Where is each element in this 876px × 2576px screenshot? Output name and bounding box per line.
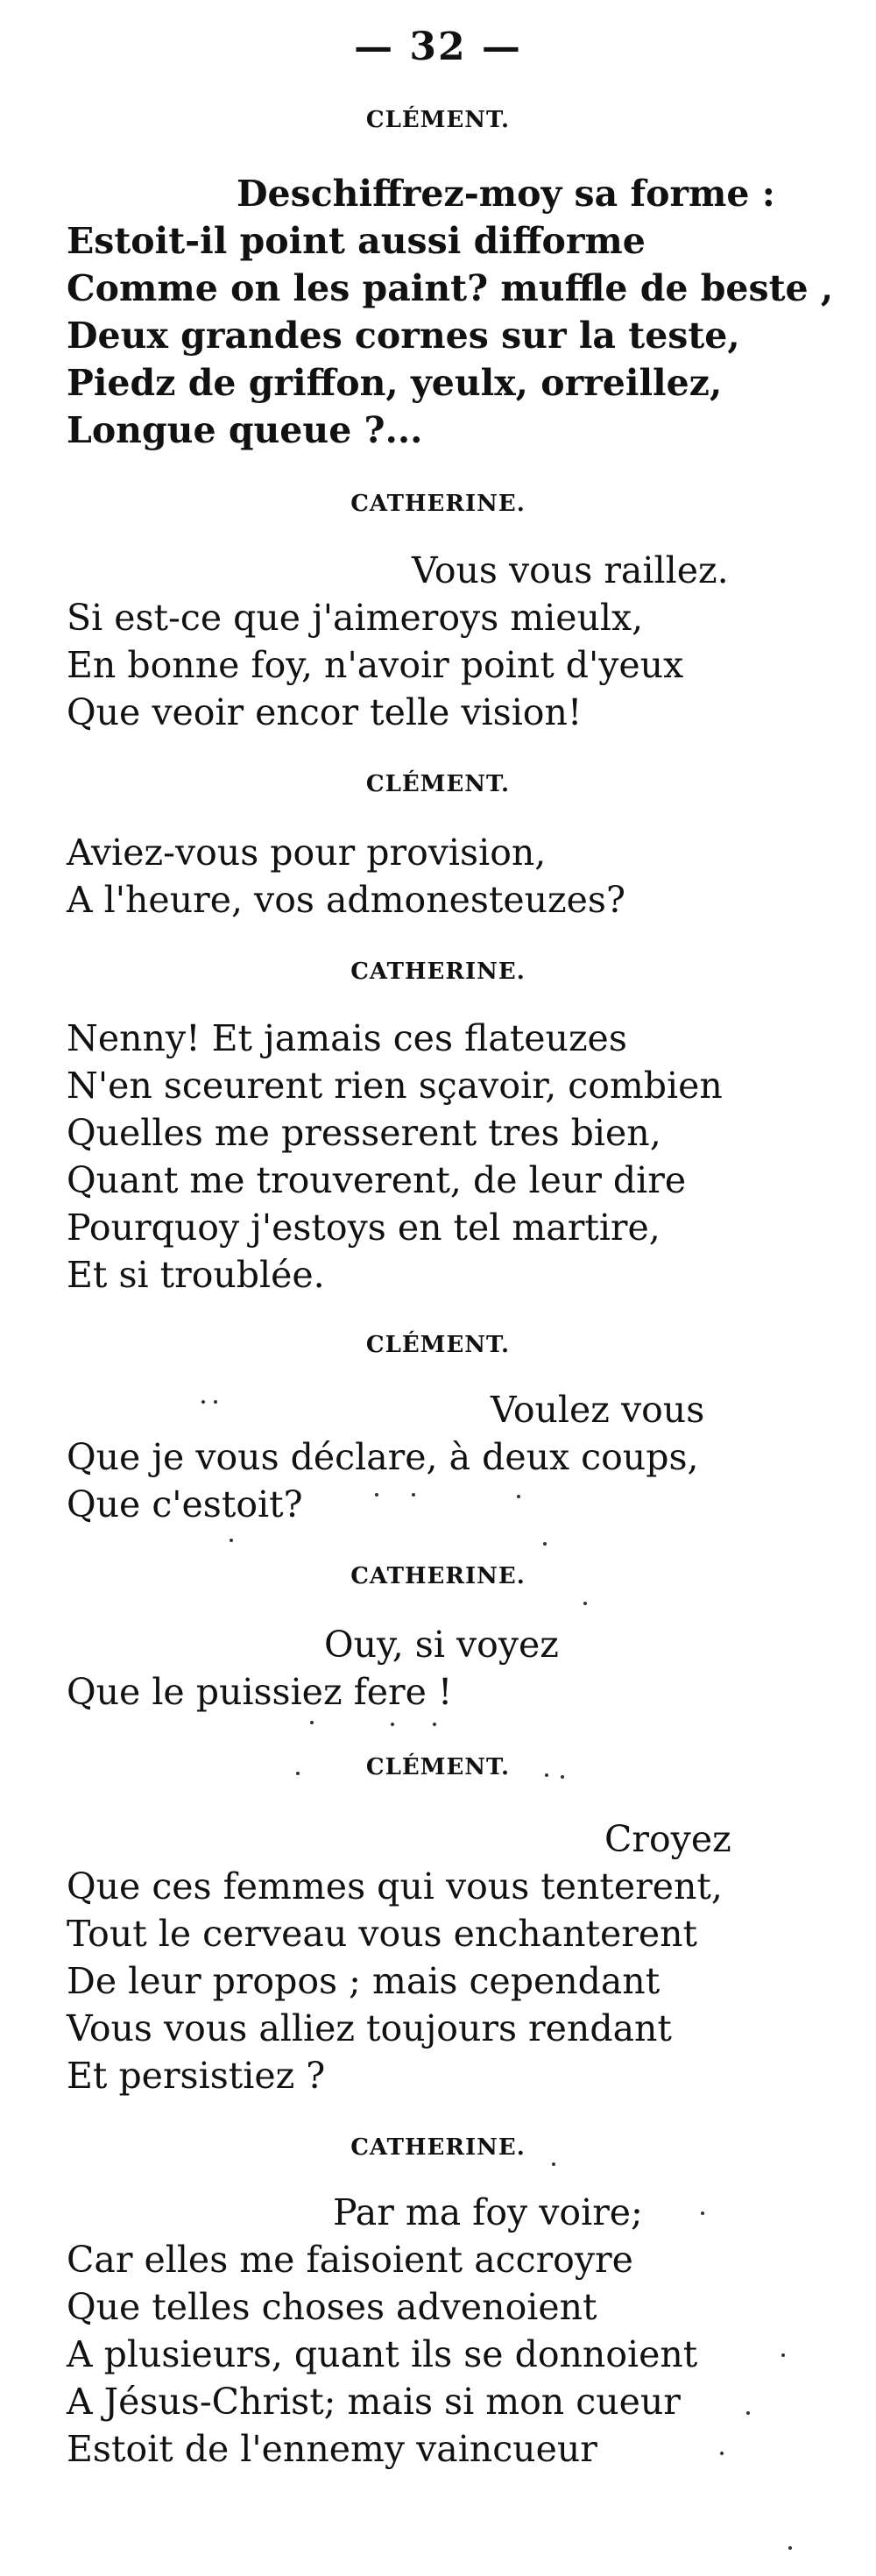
verse-line: Aviez-vous pour provision,	[67, 832, 547, 874]
print-speck	[746, 2411, 750, 2415]
verse-line: Si est-ce que j'aimeroys mieulx,	[67, 597, 644, 639]
print-speck	[391, 1723, 394, 1726]
verse-line: Pourquoy j'estoys en tel martire,	[67, 1207, 661, 1249]
verse-line: Nenny! Et jamais ces flateuzes	[67, 1017, 627, 1059]
print-speck	[543, 1542, 547, 1546]
verse-line: Longue queue ?...	[67, 409, 423, 451]
verse-line: Estoit de l'ennemy vaincueur	[67, 2428, 597, 2470]
verse-line: Piedz de griffon, yeulx, orreillez,	[67, 362, 723, 404]
verse-line: Car elles me faisoient accroyre	[67, 2239, 633, 2281]
print-speck	[412, 1493, 415, 1497]
print-speck	[583, 1602, 587, 1605]
print-speck	[433, 1723, 436, 1726]
print-speck	[310, 1721, 314, 1724]
print-speck	[230, 1539, 233, 1542]
verse-line: A plusieurs, quant ils se donnoient	[67, 2333, 698, 2375]
page-number: — 32 —	[354, 25, 522, 69]
verse-line: Quelles me presserent tres bien,	[67, 1112, 661, 1154]
speaker-label: CATHERINE.	[350, 2134, 526, 2161]
verse-line: Estoit-il point aussi difforme	[67, 220, 646, 262]
verse-line: Que c'estoit?	[67, 1483, 303, 1525]
verse-line: Par ma foy voire;	[333, 2191, 643, 2233]
verse-line: En bonne foy, n'avoir point d'yeux	[67, 644, 684, 686]
verse-line: Que veoir encor telle vision!	[67, 691, 583, 733]
verse-line: N'en sceurent rien sçavoir, combien	[67, 1065, 723, 1107]
print-speck	[296, 1772, 300, 1775]
verse-line: Voulez vous	[491, 1389, 705, 1431]
print-speck	[552, 2162, 555, 2166]
verse-line: Tout le cerveau vous enchanterent	[67, 1913, 698, 1955]
verse-line: Deux grandes cornes sur la teste,	[67, 315, 740, 357]
print-speck	[214, 1400, 217, 1404]
print-speck	[375, 1493, 378, 1497]
verse-line: Ouy, si voyez	[324, 1624, 559, 1666]
verse-line: Et persistiez ?	[67, 2055, 326, 2097]
verse-line: Que le puissiez fere !	[67, 1671, 453, 1713]
verse-line: Croyez	[604, 1818, 731, 1860]
print-speck	[781, 2353, 785, 2357]
verse-line: De leur propos ; mais cependant	[67, 1960, 661, 2002]
verse-line: A l'heure, vos admonesteuzes?	[67, 879, 625, 921]
verse-line: Comme on les paint? muffle de beste ,	[67, 267, 834, 309]
verse-line: Vous vous alliez toujours rendant	[67, 2007, 672, 2049]
speaker-label: CLÉMENT.	[365, 107, 511, 133]
speaker-label: CATHERINE.	[350, 1563, 526, 1589]
verse-line: Que je vous déclare, à deux coups,	[67, 1436, 699, 1478]
print-speck	[545, 1773, 548, 1777]
speaker-label: CLÉMENT.	[365, 1754, 511, 1780]
print-speck	[701, 2212, 704, 2215]
speaker-label: CLÉMENT.	[365, 771, 511, 797]
verse-line: Que telles choses advenoient	[67, 2286, 597, 2328]
verse-line: Quant me trouverent, de leur dire	[67, 1159, 687, 1201]
print-speck	[788, 2546, 792, 2550]
verse-line: A Jésus-Christ; mais si mon cueur	[67, 2381, 681, 2423]
speaker-label: CATHERINE.	[350, 491, 526, 517]
verse-line: Deschiffrez-moy sa forme :	[237, 173, 775, 215]
speaker-label: CATHERINE.	[350, 959, 526, 985]
print-speck	[720, 2452, 724, 2455]
verse-line: Que ces femmes qui vous tenterent,	[67, 1865, 723, 1907]
print-speck	[561, 1775, 564, 1779]
print-speck	[517, 1495, 520, 1498]
verse-line: Et si troublée.	[67, 1254, 325, 1296]
print-speck	[201, 1400, 205, 1404]
speaker-label: CLÉMENT.	[365, 1332, 511, 1358]
verse-line: Vous vous raillez.	[412, 549, 729, 591]
